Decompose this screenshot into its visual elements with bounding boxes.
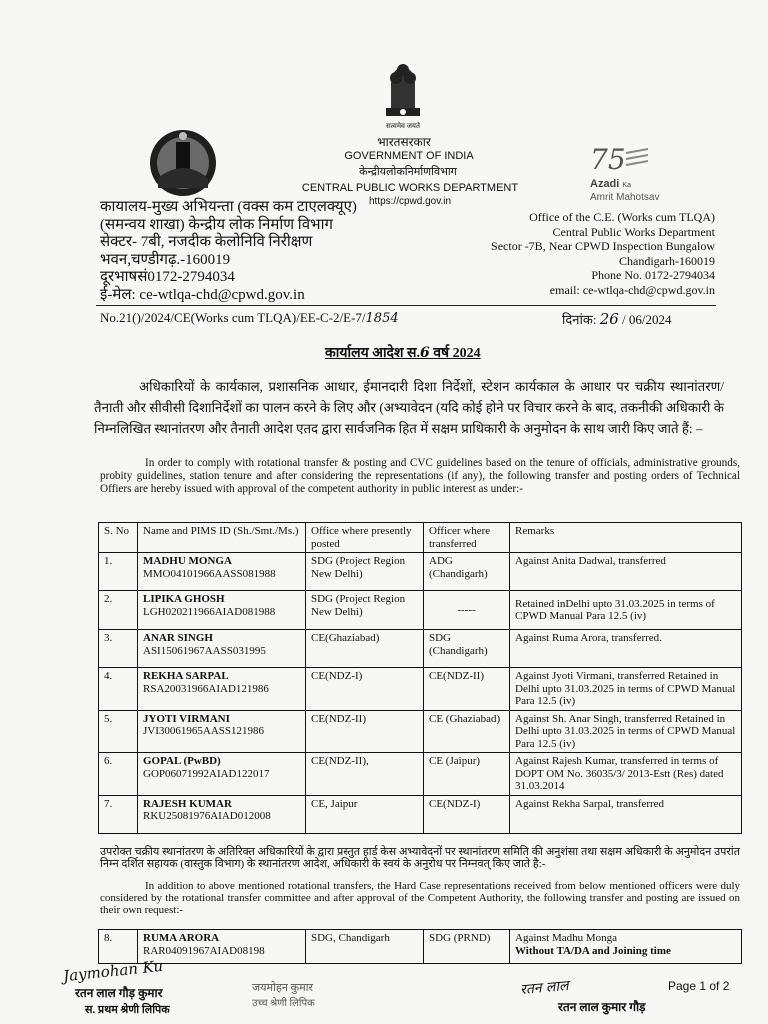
table-row (99, 553, 742, 591)
cell-remarks: Against Rekha Sarpal, transferred (510, 795, 742, 833)
paragraph-hindi: अधिकारियों के कार्यकाल, प्रशासनिक आधार, ईमानदारी दिशा निर्देशों, स्टेशन कार्यकाल के आधार पर चक्रीय स्थानांतरण/ तैनाती और सीवीसी दिशानिर्देशों का पालन करने के लिए और (अभ्यावेदन (यदि कोई होने पर विचार करने के बाद, तकनीकी अधिकारी के निम्नलिखित स्थानांतरण और तैनाती आदेश एतद द्वारा सार्वजनिक हित में सक्षम प्राधिकारी के अनुमोदन के साथ जारी किए जाते हैं: – (94, 379, 724, 436)
left-signature-stamp (55, 956, 255, 1022)
cell-name (138, 795, 306, 833)
left-stamp-line2: स. प्रथम श्रेणी लिपिक (85, 1004, 170, 1016)
header-present: Office where presently posted (306, 523, 424, 553)
cell-sno: 3. (99, 630, 138, 668)
address-english-line: Phone No. 0172-2794034 (591, 268, 715, 283)
address-hindi-line: दूरभाषसं0172-2794034 (100, 269, 235, 285)
header-divider (96, 305, 716, 306)
table-header-row (99, 523, 742, 553)
order-title-year: वर्ष 2024 (429, 346, 481, 361)
cell-present: CE, Jaipur (306, 795, 424, 833)
table-row (99, 795, 742, 833)
table-row (99, 630, 742, 668)
remarks-line: Against Madhu Monga (515, 932, 618, 944)
date-rest: / 06/2024 (618, 312, 672, 327)
cell-name (138, 591, 306, 630)
cell-remarks: Retained inDelhi upto 31.03.2025 in terms of CPWD Manual Para 12.5 (iv) (510, 591, 742, 630)
transfer-table (98, 522, 742, 834)
note-hindi: उपरोक्त चक्रीय स्थानांतरण के अतिरिक्त अधिकारियों के द्वारा प्रस्तुत हार्ड केस अभ्यावेदनों पर स्थानांतरण समिति की अनुशंसा तथा सक्षम अधिकारी के अनुमोदन उपरांत निम्न दर्शित सहायक (वास्तुक विभाग) के स्थानांतरण आदेश, अधिकारी के स्वयं के अनुरोध पर निम्नवत् किए जाते है:- (100, 846, 740, 870)
svg-text:75: 75 (590, 145, 626, 173)
cell-present: SDG (Project Region New Delhi) (306, 553, 424, 591)
table-row (99, 753, 742, 796)
officer-name: ANAR SINGH (143, 632, 213, 644)
cell-present: CE(NDZ-II), (306, 753, 424, 796)
officer-name: REKHA SARPAL (143, 670, 229, 682)
cell-sno: 4. (99, 668, 138, 711)
address-english (440, 210, 715, 298)
azadi-ka-text: Ka (622, 182, 631, 189)
cell-sno: 8. (99, 930, 138, 964)
left-signature: Jaymohan Ku (62, 956, 164, 986)
address-hindi-line: भवन,चण्डीगढ़.-160019 (100, 251, 231, 268)
cell-present: CE(NDZ-II) (306, 710, 424, 753)
seventy-five-icon (590, 145, 650, 173)
date-label: दिनांक: (562, 312, 597, 327)
cell-transferred: ----- (424, 591, 510, 630)
cell-sno: 1. (99, 553, 138, 591)
remarks-line-bold: Without TA/DA and Joining time (515, 944, 671, 957)
order-title (325, 343, 545, 362)
azadi-ka-amrit-mahotsav-logo (590, 145, 710, 203)
header-remarks: Remarks (510, 523, 742, 553)
address-hindi-line: कायालय-मुख्य अभियन्ता (वक्स कम टाएलक्यूए) (100, 199, 357, 215)
cell-sno: 6. (99, 753, 138, 796)
address-hindi-line: सेक्टर- 7बी, नजदीक केलोनिवि निरीक्षण (100, 234, 313, 250)
right-stamp-line: रतन लाल कुमार गौड़ (558, 1000, 646, 1014)
cell-name (138, 930, 306, 964)
cell-present: CE(NDZ-I) (306, 668, 424, 711)
national-emblem-icon (376, 56, 430, 120)
address-hindi (100, 199, 400, 304)
address-english-line: email: ce-wtlqa-chd@cpwd.gov.in (549, 282, 715, 297)
address-english-line: Sector -7B, Near CPWD Inspection Bungalow (491, 239, 715, 254)
mid-stamp-line2: उच्च श्रेणी लिपिक (252, 998, 315, 1009)
cell-remarks: Against Ruma Arora, transferred. (510, 630, 742, 668)
table-row (99, 668, 742, 711)
cell-transferred: CE (Ghaziabad) (424, 710, 510, 753)
officer-name: JYOTI VIRMANI (143, 712, 230, 725)
cell-present: SDG, Chandigarh (306, 930, 424, 964)
cell-remarks: Against Anita Dadwal, transferred (510, 553, 742, 591)
header-sno: S. No (99, 523, 138, 553)
table-row (99, 591, 742, 630)
cell-name (138, 668, 306, 711)
azadi-text: Azadi (590, 178, 620, 190)
cell-sno: 5. (99, 710, 138, 753)
reference-number: No.21()/2024/CE(Works cum TLQA)/EE-C-2/E-7/ (100, 310, 366, 325)
date-day-handwritten: 26 (599, 310, 619, 328)
pims-id: ASI15061967AASS031995 (143, 644, 266, 657)
pims-id: RAR04091967AIAD08198 (143, 944, 265, 957)
table-row (99, 710, 742, 753)
page-number: Page 1 of 2 (668, 979, 730, 993)
website-link[interactable]: https://cpwd.gov.in (368, 196, 452, 207)
middle-stamp (252, 980, 362, 1020)
pims-id: RSA20031966AIAD121986 (143, 682, 269, 695)
table-row (99, 930, 742, 964)
address-hindi-line: ई-मेल: ce-wtlqa-chd@cpwd.gov.in (100, 286, 305, 303)
cell-remarks: Against Jyoti Virmani, transferred Retained in Delhi upto 31.03.2025 in terms of CPWD Manual Para 12.5 (iv) (510, 668, 742, 711)
gov-english: GOVERNMENT OF INDIA (344, 150, 474, 162)
cell-present: CE(Ghaziabad) (306, 630, 424, 668)
right-signature-stamp (510, 978, 670, 1024)
paragraph-english: In order to comply with rotational transfer & posting and CVC guidelines based on the tenure of officials, administrative grounds, probity guidelines, station tenure and after considering the representations (if any), the following transfer and posting orders of Technical Offiers are hereby issued with approval of the competent authority in public interest as under:- (100, 457, 740, 495)
cell-sno: 7. (99, 795, 138, 833)
pims-id: RKU25081976AIAD012008 (143, 810, 271, 822)
cell-remarks: Against Rajesh Kumar, transferred in terms of DOPT OM No. 36035/3/ 2013-Estt (Res) dated 31.03.2014 (510, 753, 742, 796)
note-english: In addition to above mentioned rotational transfers, the Hard Case representations received from below mentioned officers were duly considered by the rotational transfer committee and after approval of the Competent Authority, the following transfer and posting are issued on their own request:- (100, 880, 740, 916)
officer-name: GOPAL (PwBD) (143, 755, 221, 767)
pims-id: LGH020211966AIAD081988 (143, 605, 276, 618)
cell-transferred: CE (Jaipur) (424, 753, 510, 796)
dept-hindi: केन्द्रीयलोकनिर्माणविभाग (359, 166, 457, 178)
left-stamp-line1: रतन लाल गौड़ कुमार (75, 986, 163, 1000)
address-english-line: Central Public Works Department (552, 224, 715, 239)
cell-transferred: SDG (PRND) (424, 930, 510, 964)
hard-case-table (98, 929, 742, 964)
gov-hindi: भारतसरकार (377, 135, 431, 149)
pims-id: MMO04101966AASS081988 (143, 567, 276, 580)
cell-transferred: CE(NDZ-I) (424, 795, 510, 833)
address-english-line: Chandigarh-160019 (619, 253, 715, 268)
dept-english: CENTRAL PUBLIC WORKS DEPARTMENT (301, 182, 519, 194)
reference-number-handwritten: 1854 (365, 311, 399, 326)
cell-sno: 2. (99, 591, 138, 630)
cell-transferred: ADG (Chandigarh) (424, 553, 510, 591)
address-english-line: Office of the C.E. (Works cum TLQA) (529, 210, 715, 224)
cell-remarks: Against Sh. Anar Singh, transferred Retained in Delhi upto 31.03.2025 in terms of CPWD Manual Para 12.5 (iv) (510, 710, 742, 753)
mid-stamp-line1: जयमोहन कुमार (252, 982, 314, 994)
cpwd-logo-icon (148, 128, 218, 198)
cell-name (138, 553, 306, 591)
header-name: Name and PIMS ID (Sh./Smt./Ms.) (138, 523, 306, 553)
officer-name: LIPIKA GHOSH (143, 593, 225, 605)
cell-remarks (510, 930, 742, 964)
header-transferred: Officer where transferred (424, 523, 510, 553)
cell-present: SDG (Project Region New Delhi) (306, 591, 424, 630)
cell-name (138, 710, 306, 753)
cell-transferred: SDG (Chandigarh) (424, 630, 510, 668)
officer-name: RUMA ARORA (143, 932, 220, 944)
officer-name: RAJESH KUMAR (143, 797, 232, 810)
right-signature: रतन लाल (519, 977, 570, 999)
pims-id: JVI30061965AASS121986 (143, 725, 265, 737)
order-date (562, 310, 672, 328)
officer-name: MADHU MONGA (143, 555, 232, 567)
cell-transferred: CE(NDZ-II) (424, 668, 510, 711)
cell-name (138, 753, 306, 796)
address-hindi-line: (समन्वय शाखा) केन्द्रीय लोक निर्माण विभाग (100, 216, 333, 233)
pims-id: GOP06071992AIAD122017 (143, 767, 270, 780)
reference-line (100, 310, 720, 326)
emblem-motto: सत्यमेव जयते (386, 122, 420, 130)
amrit-mahotsav-text: Amrit Mahotsav (590, 192, 660, 203)
order-title-number: 6 (419, 345, 430, 361)
cell-name (138, 630, 306, 668)
order-title-text: कार्यालय आदेश स. (325, 346, 420, 361)
